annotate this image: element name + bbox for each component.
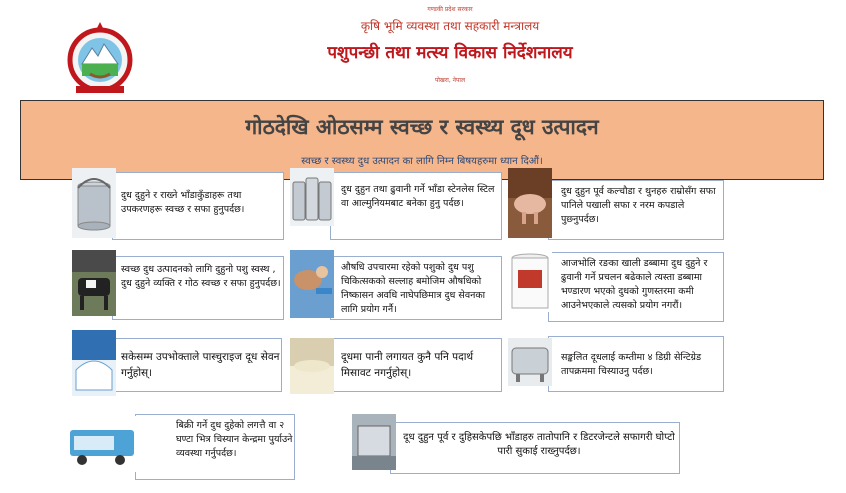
tip-text: दुध दुहुने र राख्ने भाँडाकुँडाहरू तथा उपकरणहरू स्वच्छ र सफा हुनुपर्दछ। [121,190,245,215]
tip-text: स्वच्छ दुध उत्पादनको लागि दुहुनो पशु स्वस्थ , दुध दुहुने व्यक्ति र गोठ स्वच्छ र सफा हुनुपर्दछ। [121,264,281,289]
tip-card [112,172,284,240]
milk-bucket-image [72,168,116,238]
tip-card [112,256,284,320]
tip-card [330,338,502,392]
tip-text: दुध दुहुन पूर्व कल्चौडा र थुनहरु राम्रोसँग सफा पानिले पखाली सफा र नरम कपडाले पुछ्नुपर्दछ। [561,186,716,225]
milk-water-image [290,338,334,394]
tip-card [390,422,680,474]
page-subtitle: स्वच्छ र स्वस्थ्य दुध उत्पादन का लागि निम्न बिषयहरुमा ध्यान दिऔं। [301,156,543,167]
tip-text: सकेसम्म उपभोक्ताले पास्चुराइज दूध सेवन गर्नुहोस्। [121,351,280,379]
tip-card [330,256,502,320]
tip-card [548,180,724,240]
tip-text: औषधि उपचारमा रहेको पशुको दुध पशु चिकित्सकको सल्लाह बमोजिम औषधिको निष्कासन अवधि नाघेपछिमात्र दुध सेवनका लागि प्रयोग गर्नै। [341,262,486,315]
department-name: पशुपन्छी तथा मत्स्य विकास निर्देशनालय [327,43,573,63]
tip-text: दूधमा पानी लगायत कुनै पनि पदार्थ मिसावट नगर्नुहोस्। [341,351,474,379]
tip-card [548,252,724,322]
office-location: पोखरा, नेपाल [434,77,466,84]
tip-text: आजभोलि रङका खाली डब्बामा दुध दुहुने र ढुवानी गर्ने प्रचलन बढेकाले त्यस्ता डब्बामा भण्डारण भएको दुधको गुणस्तरमा कमी आउनेभएकाले त्यसको प्रयोग नगरौं। [561,258,708,311]
milk-tanker-truck-image [68,416,136,472]
government-line: गण्डकी प्रदेश सरकार [427,6,473,13]
udder-cleaning-image [508,168,552,238]
milk-chilling-tank-image [508,338,552,386]
cow-shed-image [72,250,116,316]
title-banner [20,100,824,180]
tip-card [548,336,724,392]
tip-card [112,338,282,392]
page-title: गोठदेखि ओठसम्म स्वच्छ र स्वस्थ्य दूध उत्पादन [245,115,599,139]
tip-text: बिक्री गर्ने दुध दुहेको लगत्तै वा २ घण्टा भित्र चिस्यान केन्द्रमा पुर्याउने व्यवस्था गर्नुपर्दछ। [176,420,293,459]
nepal-emblem-icon [60,18,140,98]
veterinary-treatment-image [290,250,334,318]
milk-cans-image [290,168,334,226]
ministry-name: कृषि भूमि व्यवस्था तथा सहकारी मन्त्रालय [360,19,540,33]
tip-text: दुध दुहुन तथा ढुवानी गर्ने भाँडा स्टेनलेस स्टिल वा आल्मुनियमबाट बनेका हुनु पर्दछ। [341,184,495,209]
tip-text: दूध दुहुन पूर्व र दुहिसकेपछि भाँडाहरु तातोपानि र डिटरजेन्टले सफागरी घोप्टो पारी सुकाई राख्नुपर्दछ। [403,432,675,457]
tip-card [135,414,295,480]
pasteurized-milk-packet-image [72,330,116,396]
paint-bucket-image [508,250,552,312]
tip-card [330,172,502,240]
drying-utensils-image [352,414,396,470]
tip-text: सङ्कलित दूधलाई कम्तीमा ४ डिग्री सेन्टिग्रेड तापक्रममा चिस्याउनु पर्दछ। [561,352,702,377]
